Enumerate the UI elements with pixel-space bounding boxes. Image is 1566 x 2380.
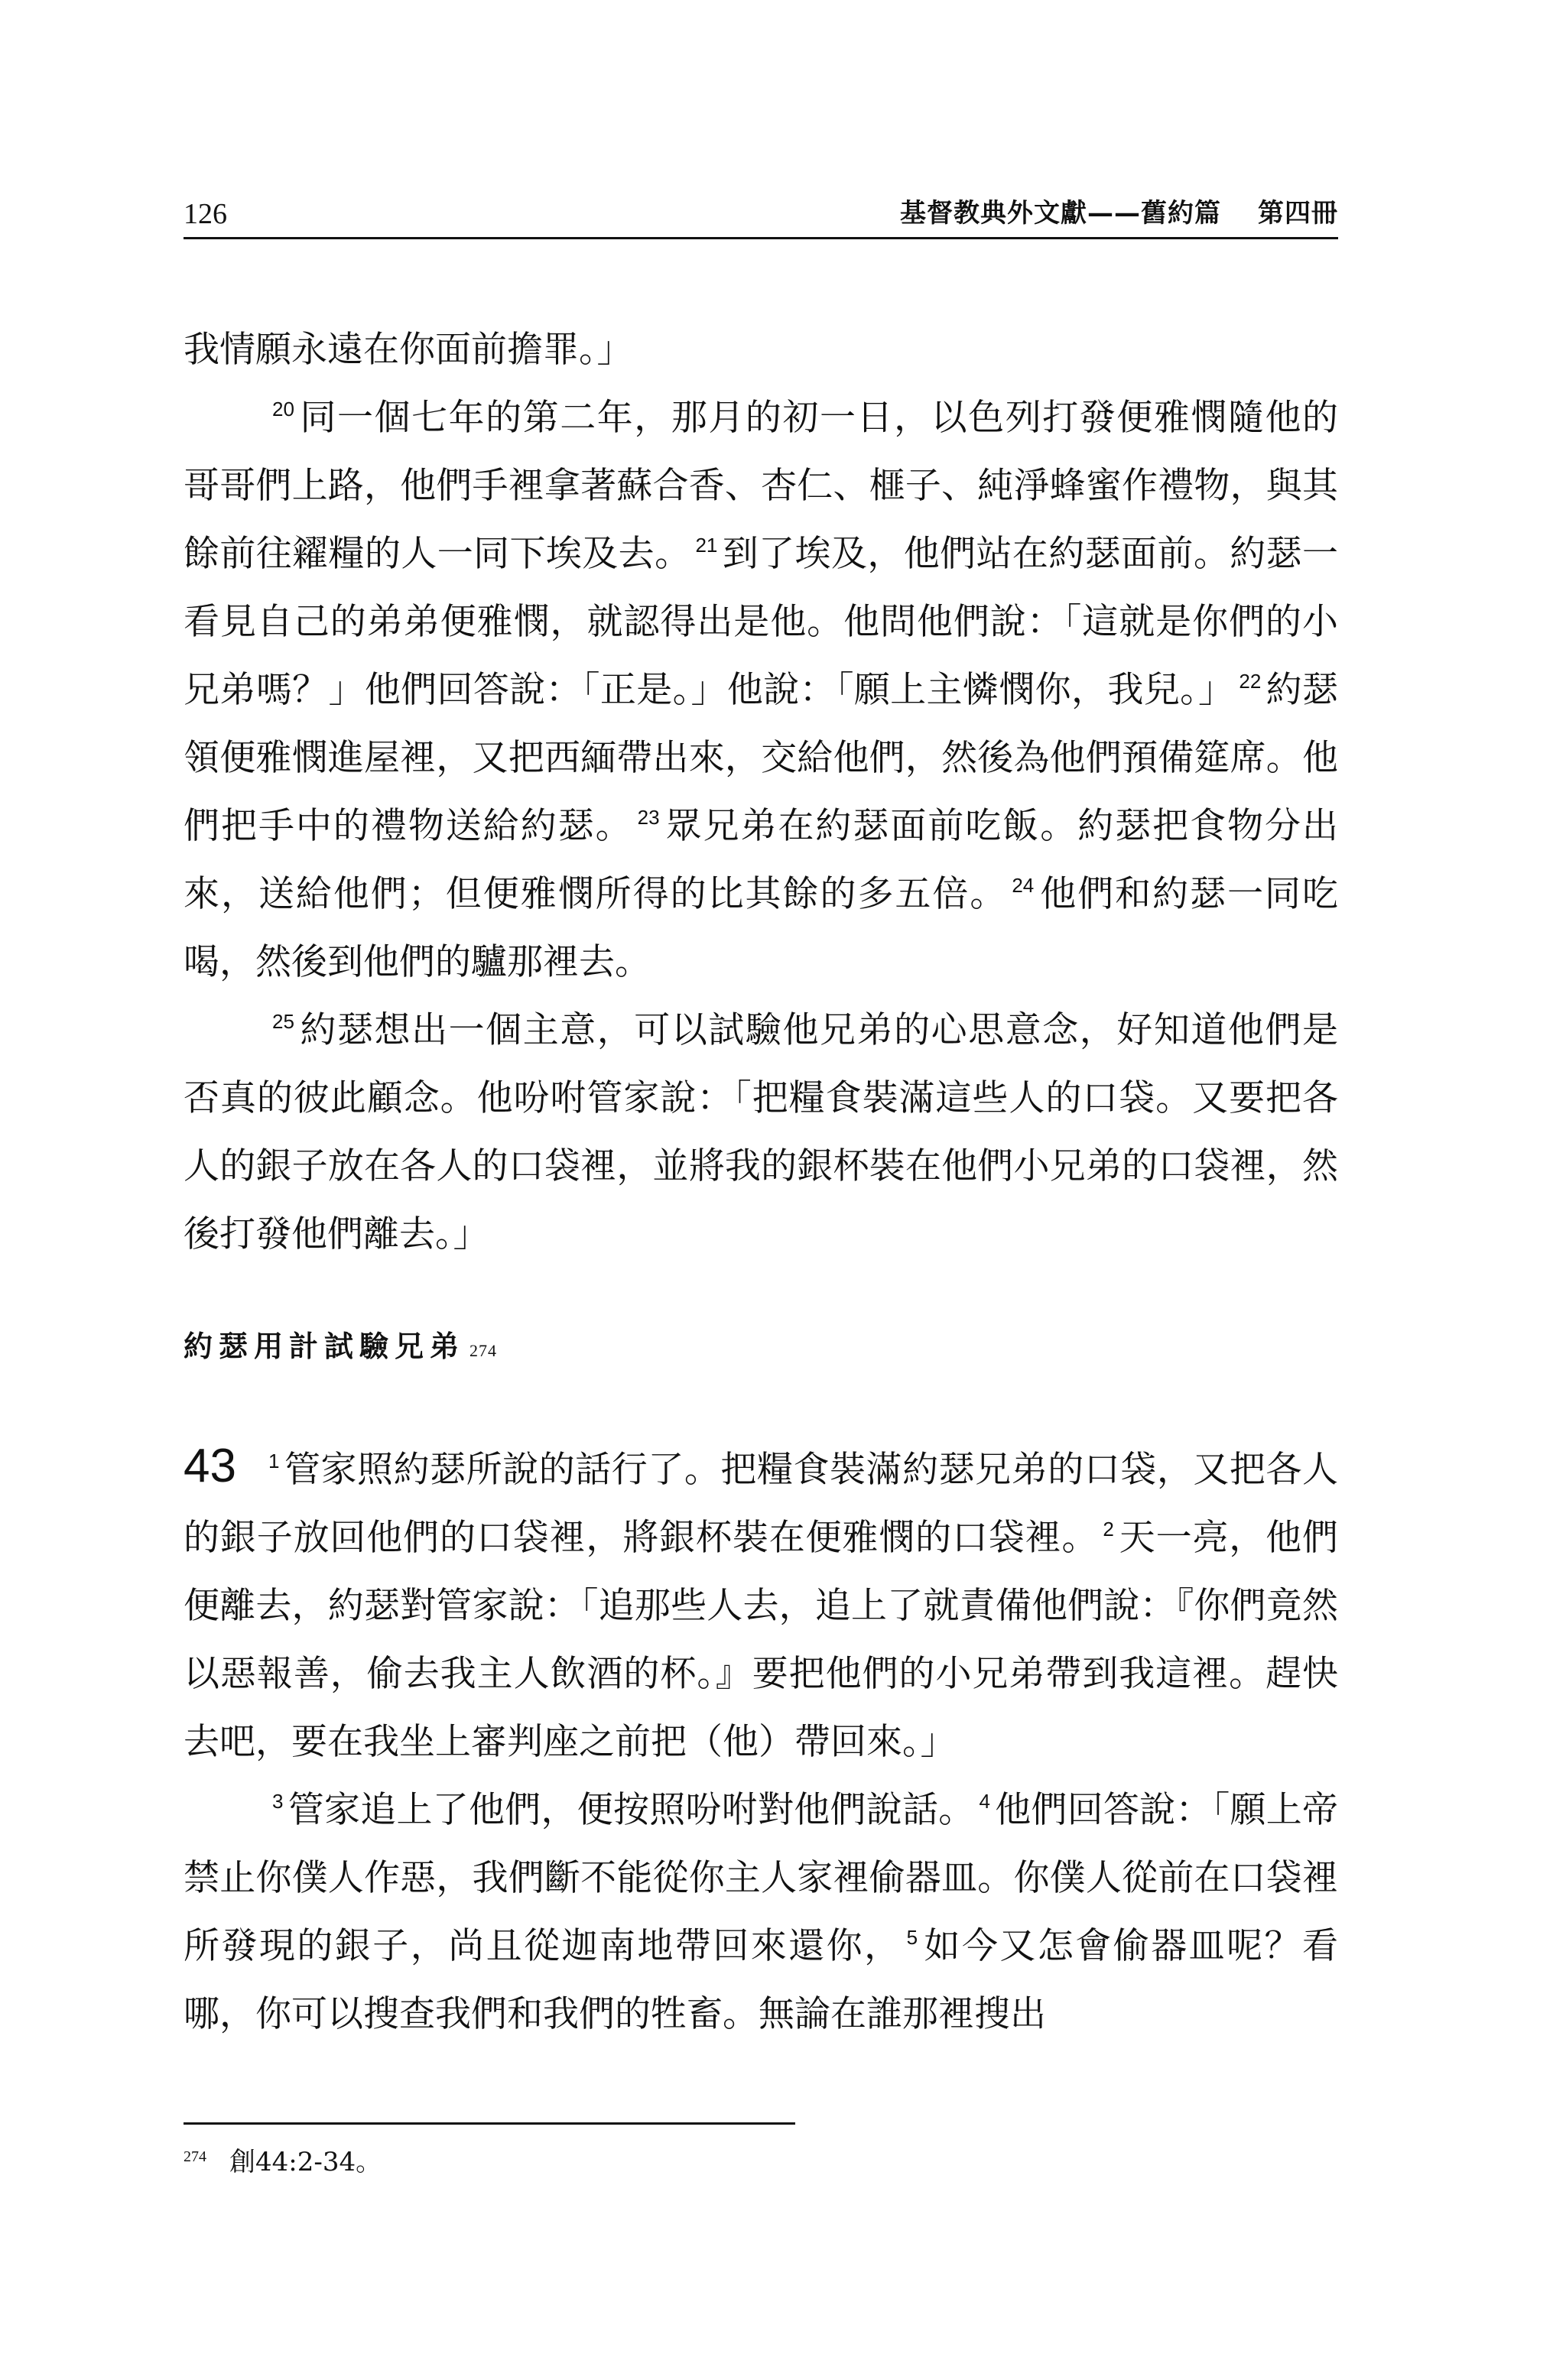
chapter-paragraph [184,1432,1338,1776]
verse-text: 約瑟領便雅憫進屋裡，又把西緬帶出來，交給他們，然後為他們預備筵席。他們把手中的禮物送給約瑟。 [184,669,1339,847]
verse-number: 20 [272,398,294,420]
verse-text: 到了埃及，他們站在約瑟面前。約瑟一看見自己的弟弟便雅憫，就認得出是他。他問他們說：「這就是你們的小兄弟嗎？」他們回答說：「正是。」他說：「願上主憐憫你，我兒。」 [184,533,1339,711]
verse-text: 我情願永遠在你面前擔罪。」 [184,329,633,371]
verse-text: 如今又怎會偷器皿呢？看哪，你可以搜查我們和我們的牲畜。無論在誰那裡搜出 [184,1925,1339,2035]
verse-text: 他們回答說：「願上帝禁止你僕人作惡，我們斷不能從你主人家裡偷器皿。你僕人從前在口袋裡所發現的銀子，尚且從迦南地帶回來還你， [184,1789,1339,1967]
verse-number: 23 [637,806,660,829]
verse-number: 3 [272,1790,284,1813]
verse-text: 眾兄弟在約瑟面前吃飯。約瑟把食物分出來，送給他們；但便雅憫所得的比其餘的多五倍。 [184,805,1339,915]
verse-text: 約瑟想出一個主意，可以試驗他兄弟的心思意念，好知道他們是否真的彼此顧念。他吩咐管家說：「把糧食裝滿這些人的口袋。又要把各人的銀子放在各人的口袋裡，並將我的銀杯裝在他們小兄弟的口袋裡，然後打發他們離去。」 [184,1009,1338,1255]
verse-text: 他們和約瑟一同吃喝，然後到他們的驢那裡去。 [184,873,1339,983]
footnote-text: 創44:2-34。 [229,2147,382,2177]
verse-number: 24 [1012,874,1035,897]
footnote-divider [184,2122,795,2125]
body-text [184,316,1338,2048]
chapter-number: 43 [184,1440,236,1492]
paragraph [184,316,1338,384]
verse-text: 管家照約瑟所說的話行了。把糧食裝滿約瑟兄弟的口袋，又把各人的銀子放回他們的口袋裡，將銀杯裝在便雅憫的口袋裡。 [184,1449,1338,1559]
footnote [184,2141,382,2178]
footnote-reference: 274 [469,1341,498,1360]
footnote-mark: 274 [184,2148,206,2165]
page [184,176,1338,2048]
verse-number: 25 [272,1010,294,1033]
verse-text: 管家追上了他們，便按照吩咐對他們說話。 [288,1789,975,1831]
section-title: 約瑟用計試驗兄弟 [184,1330,466,1363]
running-title [900,192,1338,229]
running-header [184,176,1338,239]
page-number: 126 [184,198,227,230]
verse-number: 1 [268,1450,280,1472]
volume-label: 第四冊 [1258,198,1338,229]
book-title: 基督教典外文獻——舊約篇 [900,198,1221,229]
verse-number: 22 [1239,670,1262,693]
paragraph [184,384,1338,996]
verse-number: 21 [695,534,718,557]
paragraph [184,996,1338,1268]
verse-number: 5 [906,1926,918,1949]
verse-text: 天一亮，他們便離去，約瑟對管家說：「追那些人去，追上了就責備他們說：『你們竟然以惡報善，偷去我主人飲酒的杯。』要把他們的小兄弟帶到我這裡。趕快去吧，要在我坐上審判座之前把（他）帶回來。」 [184,1517,1339,1763]
paragraph [184,1776,1338,2048]
section-heading [184,1313,1338,1385]
verse-number: 2 [1103,1518,1114,1541]
verse-number: 4 [979,1790,990,1813]
verse-text: 同一個七年的第二年，那月的初一日，以色列打發便雅憫隨他的哥哥們上路，他們手裡拿著蘇合香、杏仁、榧子、純淨蜂蜜作禮物，與其餘前往糴糧的人一同下埃及去。 [184,397,1338,575]
